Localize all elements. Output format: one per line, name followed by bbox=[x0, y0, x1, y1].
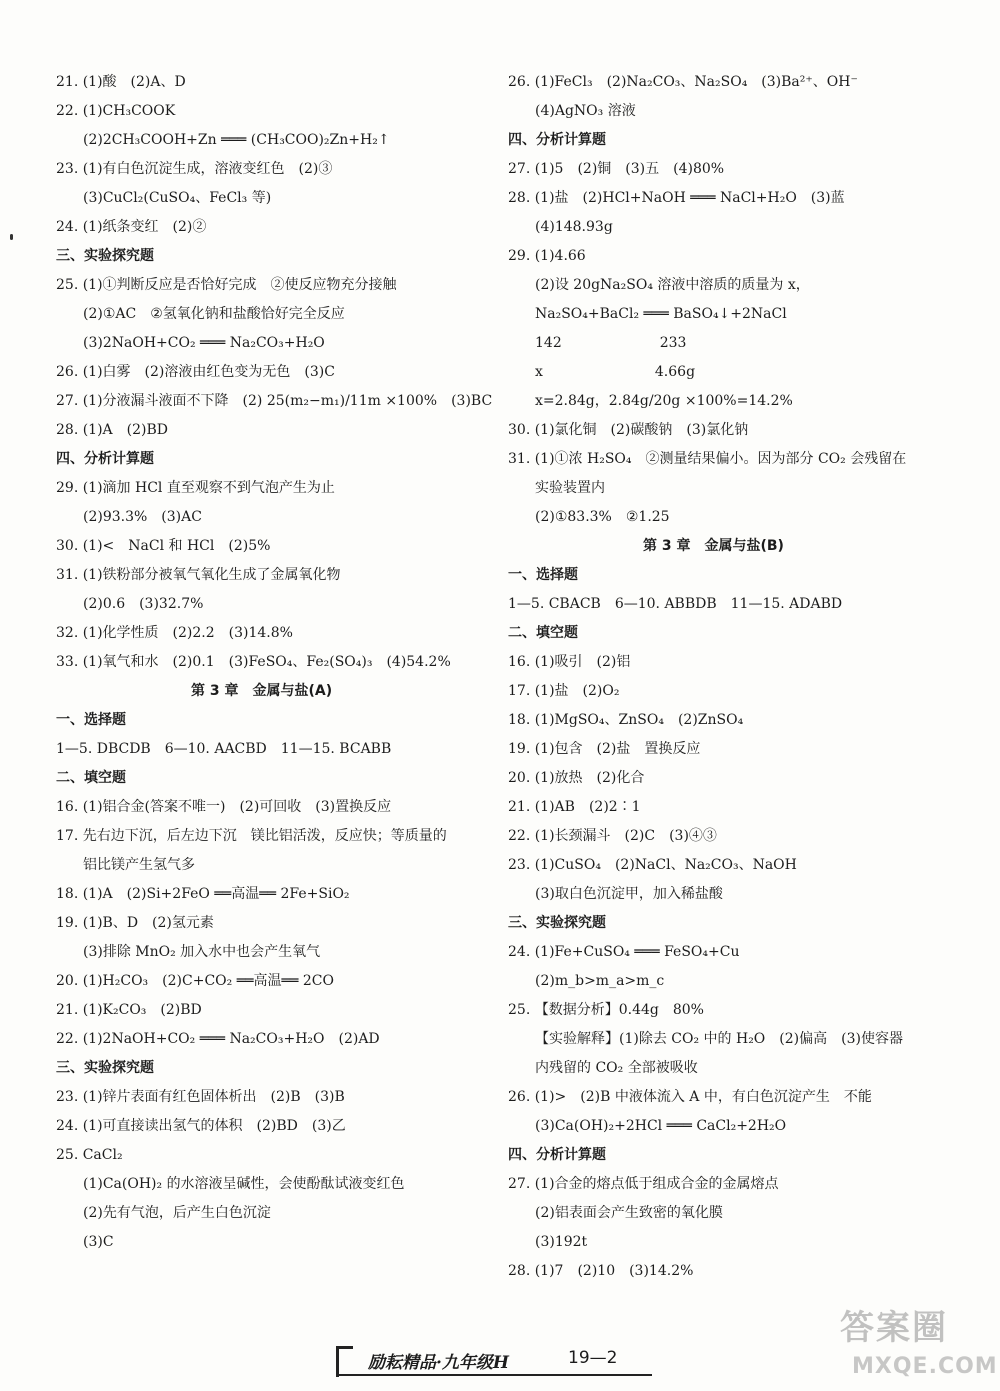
section-heading: 三、实验探究题 bbox=[508, 915, 606, 931]
answer-line: (2)m_b>m_a>m_c bbox=[535, 973, 665, 989]
page-footer bbox=[336, 1346, 652, 1376]
answer-line: 21. (1)酸 (2)A、D bbox=[56, 74, 186, 90]
answer-line: (3)排除 MnO₂ 加入水中也会产生氧气 bbox=[83, 944, 321, 960]
answer-line: (2)铝表面会产生致密的氧化膜 bbox=[535, 1205, 723, 1221]
answer-line: 29. (1)滴加 HCl 直至观察不到气泡产生为止 bbox=[56, 480, 335, 496]
chapter-title: 第 3 章 金属与盐(B) bbox=[643, 538, 784, 554]
answer-line: (3)2NaOH+CO₂ ═══ Na₂CO₃+H₂O bbox=[83, 335, 325, 351]
answer-line: Na₂SO₄+BaCl₂ ═══ BaSO₄↓+2NaCl bbox=[535, 306, 787, 322]
answer-line: (2)0.6 (3)32.7% bbox=[83, 596, 204, 612]
section-heading: 四、分析计算题 bbox=[508, 1147, 606, 1163]
answer-line: 27. (1)分液漏斗液面不下降 (2) 25(m₂−m₁)/11m ×100% (3)BC bbox=[56, 393, 493, 409]
answer-line: (2)先有气泡，后产生白色沉淀 bbox=[83, 1205, 271, 1221]
answer-line: 内残留的 CO₂ 全部被吸收 bbox=[535, 1060, 698, 1076]
watermark-url: MXQE.COM bbox=[852, 1354, 998, 1379]
answer-line: 28. (1)7 (2)10 (3)14.2% bbox=[508, 1263, 694, 1279]
footer-title: 励耘精品·九年级H bbox=[368, 1353, 509, 1373]
answer-line: 25. (1)①判断反应是否恰好完成 ②使反应物充分接触 bbox=[56, 277, 397, 293]
answer-line: 22. (1)长颈漏斗 (2)C (3)④③ bbox=[508, 828, 717, 844]
section-heading: 二、填空题 bbox=[508, 625, 578, 641]
answer-line: 24. (1)可直接读出氢气的体积 (2)BD (3)乙 bbox=[56, 1118, 346, 1134]
page-number: 19—2 bbox=[568, 1348, 618, 1368]
answer-line: 29. (1)4.66 bbox=[508, 248, 586, 264]
section-heading: 三、实验探究题 bbox=[56, 1060, 154, 1076]
answer-line: 22. (1)2NaOH+CO₂ ═══ Na₂CO₃+H₂O (2)AD bbox=[56, 1031, 380, 1047]
answer-line: (3)C bbox=[83, 1234, 114, 1250]
answer-line: (2)①83.3% ②1.25 bbox=[535, 509, 670, 525]
answer-line: 19. (1)包含 (2)盐 置换反应 bbox=[508, 741, 701, 757]
section-heading: 二、填空题 bbox=[56, 770, 126, 786]
answer-line: 142 233 bbox=[535, 335, 687, 351]
answer-line: 28. (1)盐 (2)HCl+NaOH ═══ NaCl+H₂O (3)蓝 bbox=[508, 190, 845, 206]
answer-line: 24. (1)Fe+CuSO₄ ═══ FeSO₄+Cu bbox=[508, 944, 740, 960]
section-heading: 一、选择题 bbox=[508, 567, 578, 583]
answer-line: 24. (1)纸条变红 (2)② bbox=[56, 219, 207, 235]
answer-line: 1—5. DBCDB 6—10. AACBD 11—15. BCABB bbox=[56, 741, 392, 757]
answer-line: (4)148.93g bbox=[535, 219, 613, 235]
answer-line: 31. (1)①浓 H₂SO₄ ②测量结果偏小。因为部分 CO₂ 会残留在 bbox=[508, 451, 907, 467]
answer-line: 27. (1)合金的熔点低于组成合金的金属熔点 bbox=[508, 1176, 779, 1192]
answer-line: 19. (1)B、D (2)氢元素 bbox=[56, 915, 214, 931]
answer-line: x=2.84g，2.84g/20g ×100%=14.2% bbox=[535, 393, 793, 409]
answer-line: (2)2CH₃COOH+Zn ═══ (CH₃COO)₂Zn+H₂↑ bbox=[83, 132, 390, 148]
chapter-title: 第 3 章 金属与盐(A) bbox=[191, 683, 333, 699]
answer-line: 18. (1)MgSO₄、ZnSO₄ (2)ZnSO₄ bbox=[508, 712, 744, 728]
answer-line: 31. (1)铁粉部分被氧气氧化生成了金属氧化物 bbox=[56, 567, 341, 583]
answer-line: 1—5. CBACB 6—10. ABBDB 11—15. ADABD bbox=[508, 596, 843, 612]
answer-line: 【实验解释】(1)除去 CO₂ 中的 H₂O (2)偏高 (3)使容器 bbox=[535, 1031, 903, 1047]
answer-line: 26. (1)FeCl₃ (2)Na₂CO₃、Na₂SO₄ (3)Ba²⁺、OH⁻ bbox=[508, 74, 858, 90]
answer-line: 32. (1)化学性质 (2)2.2 (3)14.8% bbox=[56, 625, 293, 641]
answer-line: 16. (1)铝合金(答案不唯一) (2)可回收 (3)置换反应 bbox=[56, 799, 392, 815]
answer-line: 30. (1)< NaCl 和 HCl (2)5% bbox=[56, 538, 271, 554]
answer-line: (2)设 20gNa₂SO₄ 溶液中溶质的质量为 x， bbox=[535, 277, 810, 293]
answer-line: 18. (1)A (2)Si+2FeO ══高温══ 2Fe+SiO₂ bbox=[56, 886, 350, 902]
answer-line: 23. (1)有白色沉淀生成，溶液变红色 (2)③ bbox=[56, 161, 333, 177]
answer-line: (3)CuCl₂(CuSO₄、FeCl₃ 等) bbox=[83, 190, 272, 206]
section-heading: 三、实验探究题 bbox=[56, 248, 154, 264]
answer-line: (2)93.3% (3)AC bbox=[83, 509, 202, 525]
scan-speck bbox=[10, 234, 13, 240]
answer-line: (3)192t bbox=[535, 1234, 588, 1250]
footer-rule bbox=[336, 1374, 652, 1376]
answer-line: x 4.66g bbox=[535, 364, 696, 380]
answer-line: 25. 【数据分析】0.44g 80% bbox=[508, 1002, 704, 1018]
answer-line: 26. (1)白雾 (2)溶液由红色变为无色 (3)C bbox=[56, 364, 335, 380]
section-heading: 一、选择题 bbox=[56, 712, 126, 728]
answer-line: 27. (1)5 (2)铜 (3)五 (4)80% bbox=[508, 161, 725, 177]
answer-line: 20. (1)H₂CO₃ (2)C+CO₂ ══高温══ 2CO bbox=[56, 973, 334, 989]
answer-line: 30. (1)氯化铜 (2)碳酸钠 (3)氯化钠 bbox=[508, 422, 749, 438]
answer-line: 20. (1)放热 (2)化合 bbox=[508, 770, 645, 786]
watermark-logo-text: 答案圈 bbox=[840, 1308, 948, 1348]
answer-line: 21. (1)K₂CO₃ (2)BD bbox=[56, 1002, 202, 1018]
section-heading: 四、分析计算题 bbox=[56, 451, 154, 467]
answer-line: 33. (1)氧气和水 (2)0.1 (3)FeSO₄、Fe₂(SO₄)₃ (4)54.2% bbox=[56, 654, 451, 670]
answer-line: 25. CaCl₂ bbox=[56, 1147, 123, 1163]
site-watermark bbox=[840, 1300, 998, 1388]
answer-line: 23. (1)锌片表面有红色固体析出 (2)B (3)B bbox=[56, 1089, 345, 1105]
answer-line: 26. (1)> (2)B 中液体流入 A 中，有白色沉淀产生 不能 bbox=[508, 1089, 872, 1105]
answer-line: (1)Ca(OH)₂ 的水溶液呈碱性，会使酚酞试液变红色 bbox=[83, 1176, 405, 1192]
answer-line: 铝比镁产生氢气多 bbox=[83, 857, 195, 873]
answer-line: 23. (1)CuSO₄ (2)NaCl、Na₂CO₃、NaOH bbox=[508, 857, 797, 873]
answer-line: (4)AgNO₃ 溶液 bbox=[535, 103, 636, 119]
section-heading: 四、分析计算题 bbox=[508, 132, 606, 148]
answer-line: 实验装置内 bbox=[535, 480, 605, 496]
answer-line: 17. 先右边下沉，后左边下沉 镁比铝活泼，反应快；等质量的 bbox=[56, 828, 447, 844]
footer-bracket bbox=[336, 1346, 353, 1377]
answer-line: (2)①AC ②氢氧化钠和盐酸恰好完全反应 bbox=[83, 306, 345, 322]
answer-line: (3)取白色沉淀甲，加入稀盐酸 bbox=[535, 886, 723, 902]
answer-line: 28. (1)A (2)BD bbox=[56, 422, 168, 438]
answer-line: 22. (1)CH₃COOK bbox=[56, 103, 176, 119]
answer-line: 17. (1)盐 (2)O₂ bbox=[508, 683, 620, 699]
answer-line: (3)Ca(OH)₂+2HCl ═══ CaCl₂+2H₂O bbox=[535, 1118, 787, 1134]
answer-line: 16. (1)吸引 (2)铝 bbox=[508, 654, 631, 670]
answer-line: 21. (1)AB (2)2∶1 bbox=[508, 799, 641, 815]
